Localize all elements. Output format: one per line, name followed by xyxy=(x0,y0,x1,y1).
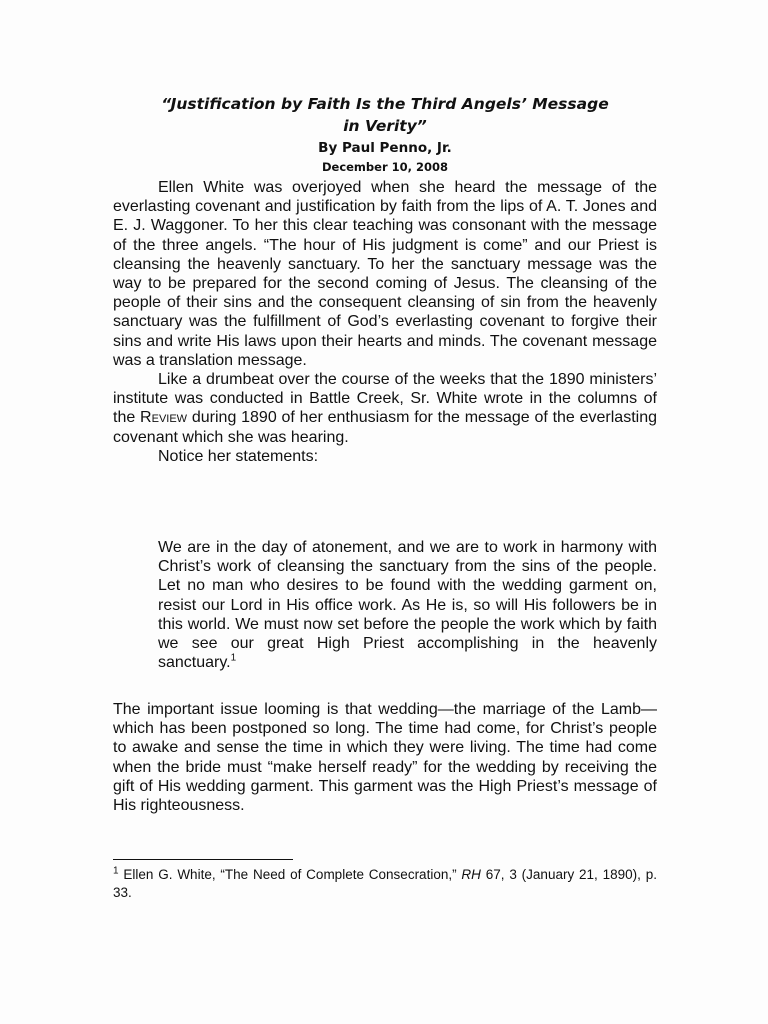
title-line-1: “Justification by Faith Is the Third Angels’ Message xyxy=(161,95,609,113)
footnote xyxy=(113,866,657,902)
date-line: December 10, 2008 xyxy=(321,160,449,174)
block-quote xyxy=(158,538,657,672)
title-block xyxy=(100,93,670,176)
body-text xyxy=(113,178,657,466)
quote-text: We are in the day of atonement, and we are to work in harmony with Christ’s work of cleansing the sanctuary from the sins of the people. Let no man who desires to be found with the wedding garment on, resist our Lord in His office work. As He is, so will His followers be in this world. We must now set before the people the work which by faith we see our great High Priest accomplishing in the heavenly sanctuary. xyxy=(158,539,657,672)
footnote-ref[interactable]: 1 xyxy=(230,652,237,664)
paragraph-3: Notice her statements: xyxy=(158,447,319,465)
paragraph-1: Ellen White was overjoyed when she heard the message of the everlasting covenant and justification by faith from the lips of A. T. Jones and E. J. Waggoner. To her this clear teaching was consonant with the message of the three angels. “The hour of His judgment is come” and our Priest is cleansing the heavenly sanctuary. To her the sanctuary message was the way to be prepared for the second coming of Jesus. The cleansing of the people of their sins and the consequent cleansing of sin from the heavenly sanctuary was the fulfillment of God’s everlasting covenant to forgive their sins and write His laws upon their hearts and minds. The covenant message was a translation message. xyxy=(113,179,657,369)
footnote-journal: RH xyxy=(461,867,481,882)
footnote-number: 1 xyxy=(113,865,119,877)
footnote-text-start: Ellen G. White, “The Need of Complete Consecration,” xyxy=(118,867,462,882)
footnote-divider xyxy=(113,859,293,860)
footnote-text-end: 67, 3 (January 21, 1890), p. 33. xyxy=(113,867,657,900)
paragraph-4: The important issue looming is that wedding—the marriage of the Lamb—which has been postponed so long. The time had come, for Christ’s people to awake and sense the time in which they were living. The time had come when the bride must “make herself ready” for the wedding by receiving the gift of His wedding garment. This garment was the High Priest’s message of His righteousness. xyxy=(113,701,657,815)
paragraph-2-start: Like a drumbeat over the course of the weeks that the 1890 ministers’ institute was conducted in Battle Creek, Sr. White wrote in the columns of the xyxy=(113,371,657,427)
paragraph-2 xyxy=(113,370,657,447)
document-title xyxy=(100,93,670,137)
title-line-2: in Verity” xyxy=(343,117,427,135)
review-small-caps: Review xyxy=(140,409,188,427)
paragraph-2-end: during 1890 of her enthusiasm for the message of the everlasting covenant which she was hearing. xyxy=(113,409,657,446)
author-line: By Paul Penno, Jr. xyxy=(318,140,452,156)
